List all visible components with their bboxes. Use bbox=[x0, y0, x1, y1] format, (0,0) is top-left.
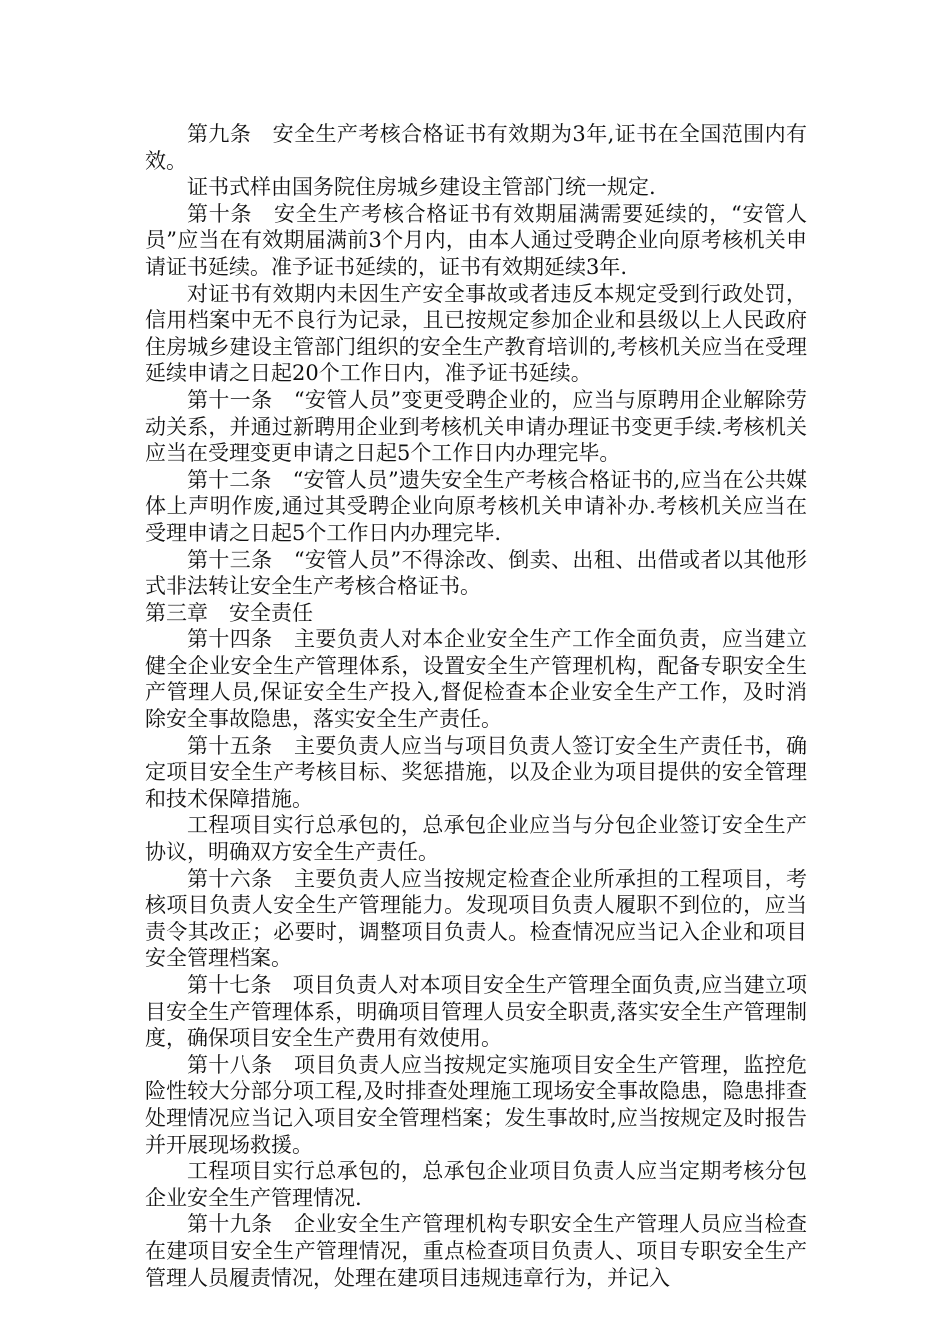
paragraph-article-15: 第十五条 主要负责人应当与项目负责人签订安全生产责任书，确定项目安全生产考核目标、奖惩措施，以及企业为项目提供的安全管理和技术保障措施。 bbox=[145, 733, 807, 811]
paragraph-article-11: 第十一条 “安管人员”变更受聘企业的，应当与原聘用企业解除劳动关系，并通过新聘用企业到考核机关申请办理证书变更手续.考核机关应当在受理变更申请之日起5个工作日内办理完毕。 bbox=[145, 387, 807, 466]
paragraph-general-contracting-agreement: 工程项目实行总承包的，总承包企业应当与分包企业签订安全生产协议，明确双方安全生产责任。 bbox=[145, 813, 807, 865]
paragraph-article-13: 第十三条 “安管人员”不得涂改、倒卖、出租、出借或者以其他形式非法转让安全生产考核合格证书。 bbox=[145, 547, 807, 599]
chapter-heading-3: 第三章 安全责任 bbox=[145, 600, 313, 625]
paragraph-article-18: 第十八条 项目负责人应当按规定实施项目安全生产管理，监控危险性较大分部分项工程,及时排查处理施工现场安全事故隐患，隐患排查处理情况应当记入项目安全管理档案；发生事故时,应当按规定及时报告并开展现场救援。 bbox=[145, 1052, 807, 1157]
paragraph-certificate-style: 证书式样由国务院住房城乡建设主管部门统一规定. bbox=[187, 175, 656, 200]
paragraph-article-16: 第十六条 主要负责人应当按规定检查企业所承担的工程项目，考核项目负责人安全生产管理能力。发现项目负责人履职不到位的，应当责令其改正；必要时，调整项目负责人。检查情况应当记入企业和项目安全管理档案。 bbox=[145, 866, 807, 971]
paragraph-renewal-conditions: 对证书有效期内未因生产安全事故或者违反本规定受到行政处罚，信用档案中无不良行为记录，且已按规定参加企业和县级以上人民政府住房城乡建设主管部门组织的安全生产教育培训的,考核机关应当在受理延续申请之日起20个工作日内，准予证书延续。 bbox=[145, 281, 807, 386]
paragraph-article-19: 第十九条 企业安全生产管理机构专职安全生产管理人员应当检查在建项目安全生产管理情况，重点检查项目负责人、项目专职安全生产管理人员履责情况，处理在建项目违规违章行为，并记入 bbox=[145, 1212, 807, 1290]
paragraph-article-9: 第九条 安全生产考核合格证书有效期为3年,证书在全国范围内有效。 bbox=[145, 122, 807, 173]
paragraph-article-14: 第十四条 主要负责人对本企业安全生产工作全面负责，应当建立健全企业安全生产管理体系，设置安全生产管理机构，配备专职安全生产管理人员,保证安全生产投入,督促检查本企业安全生产工作，及时消除安全事故隐患，落实安全生产责任。 bbox=[145, 627, 807, 732]
document-page bbox=[145, 121, 807, 1291]
paragraph-general-contracting-assessment: 工程项目实行总承包的，总承包企业项目负责人应当定期考核分包企业安全生产管理情况. bbox=[145, 1159, 807, 1210]
paragraph-article-17: 第十七条 项目负责人对本项目安全生产管理全面负责,应当建立项目安全生产管理体系，明确项目管理人员安全职责,落实安全生产管理制度，确保项目安全生产费用有效使用。 bbox=[145, 973, 807, 1051]
paragraph-article-12: 第十二条 “安管人员”遗失安全生产考核合格证书的,应当在公共媒体上声明作废,通过其受聘企业向原考核机关申请补办.考核机关应当在受理申请之日起5个工作日内办理完毕. bbox=[145, 467, 807, 545]
paragraph-article-10: 第十条 安全生产考核合格证书有效期届满需要延续的，“安管人员”应当在有效期届满前3个月内，由本人通过受聘企业向原考核机关申请证书延续。准予证书延续的，证书有效期延续3年. bbox=[145, 201, 807, 279]
